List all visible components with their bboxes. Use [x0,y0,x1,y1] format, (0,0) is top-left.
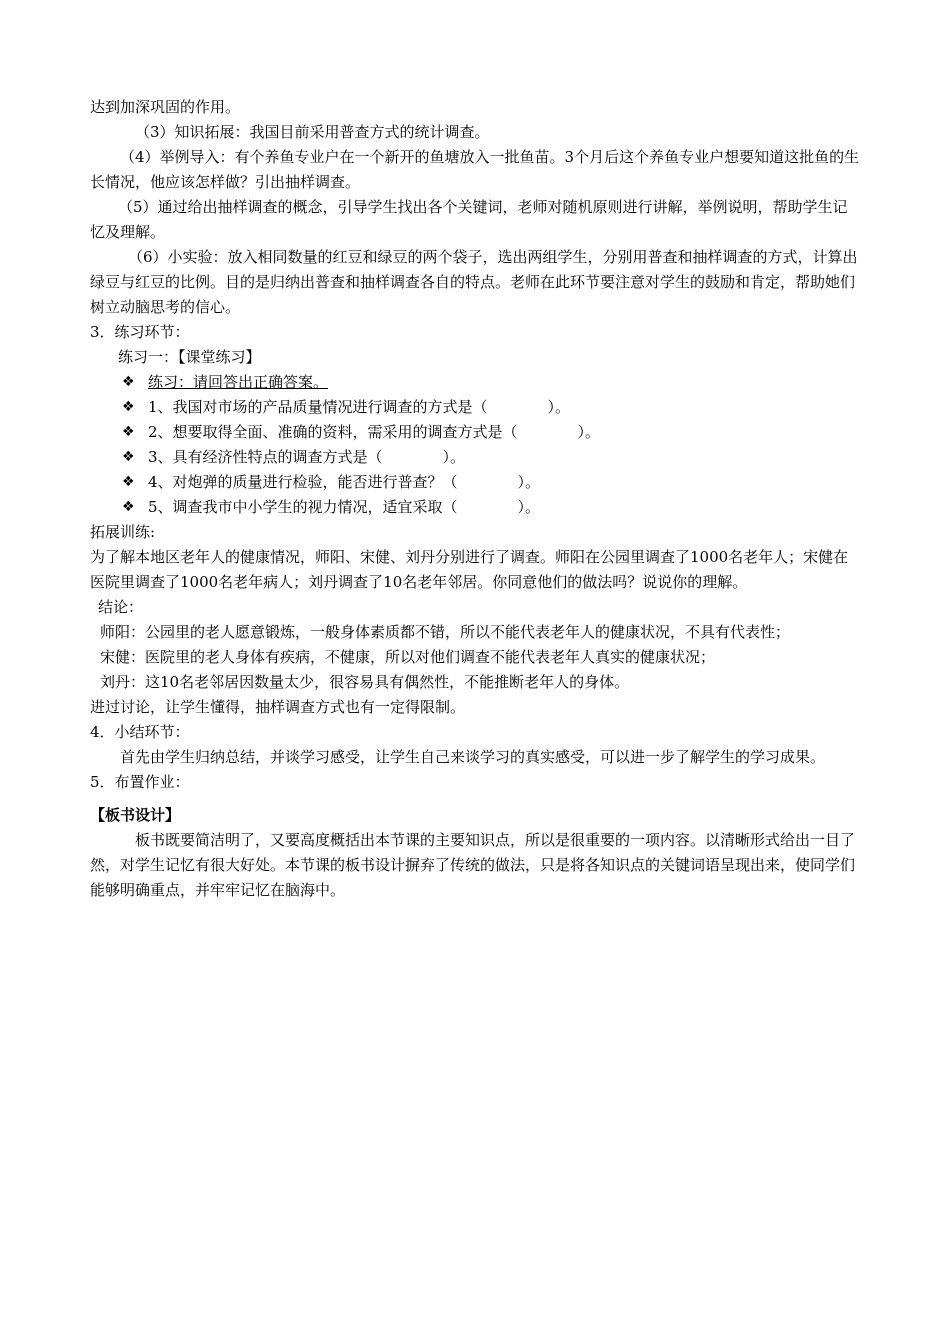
exercise-list [90,370,862,520]
paragraph: （6）小实验：放入相同数量的红豆和绿豆的两个袋子，选出两组学生，分别用普查和抽样调查的方式，计算出绿豆与红豆的比例。目的是归纳出普查和抽样调查各自的特点。老师在此环节要注意对学生的鼓励和肯定，帮助她们树立动脑思考的信心。 [90,248,858,316]
list-item [90,420,862,445]
diamond-bullet-icon: ❖ [122,424,135,440]
paragraph: 宋健：医院里的老人身体有疾病，不健康，所以对他们调查不能代表老年人真实的健康状况； [100,648,716,666]
paragraph: 刘丹：这10名老邻居因数量太少，很容易具有偶然性，不能推断老年人的身体。 [100,673,630,691]
list-item-text: 3、具有经济性特点的调查方式是（ ）。 [148,448,466,466]
section-heading-4: 4．小结环节： [90,723,190,741]
list-item-text: 4、对炮弹的质量进行检验，能否进行普查？（ ）。 [148,473,541,491]
diamond-bullet-icon: ❖ [122,499,135,515]
paragraph: 达到加深巩固的作用。 [90,98,241,116]
section-heading-5: 5．布置作业： [90,773,190,791]
diamond-bullet-icon: ❖ [122,449,135,465]
list-item-text: 2、想要取得全面、准确的资料，需采用的调查方式是（ ）。 [148,423,601,441]
exercise-title: 练习一：【课堂练习】 [118,348,261,366]
paragraph: 板书既要简洁明了，又要高度概括出本节课的主要知识点，所以是很重要的一项内容。以清晰形式给出一目了然，对学生记忆有很大好处。本节课的板书设计摒弃了传统的做法，只是将各知识点的关键词语呈现出来，使同学们能够明确重点，并牢牢记忆在脑海中。 [90,831,856,899]
list-item-text: 练习：请回答出正确答案。 [148,373,329,391]
diamond-bullet-icon: ❖ [122,399,135,415]
paragraph: 为了解本地区老年人的健康情况，师阳、宋健、刘丹分别进行了调查。师阳在公园里调查了1000名老年人；宋健在医院里调查了1000名老年病人；刘丹调查了10名老年邻居。你同意他们的做法吗？说说你的理解。 [90,548,849,591]
diamond-bullet-icon: ❖ [122,374,135,390]
diamond-bullet-icon: ❖ [122,474,135,490]
list-item-text: 1、我国对市场的产品质量情况进行调查的方式是（ ）。 [148,398,571,416]
list-item [90,370,862,395]
paragraph: 师阳：公园里的老人愿意锻炼，一般身体素质都不错，所以不能代表老年人的健康状况，不具有代表性； [100,623,791,641]
list-item [90,495,862,520]
paragraph: （5）通过给出抽样调查的概念，引导学生找出各个关键词，老师对随机原则进行讲解，举例说明，帮助学生记忆及理解。 [90,198,848,241]
extension-title: 拓展训练: [90,523,156,541]
paragraph: （3）知识拓展：我国目前采用普查方式的统计调查。 [135,123,490,141]
document-body [90,95,862,903]
paragraph: （4）举例导入：有个养鱼专业户在一个新开的鱼塘放入一批鱼苗。3个月后这个养鱼专业户想要知道这批鱼的生长情况，他应该怎样做？引出抽样调查。 [90,148,860,191]
paragraph: 进过讨论，让学生懂得，抽样调查方式也有一定得限制。 [90,698,466,716]
list-item-text: 5、调查我市中小学生的视力情况，适宜采取（ ）。 [148,498,541,516]
board-design-heading: 【板书设计】 [90,806,181,824]
paragraph: 首先由学生归纳总结，并谈学习感受，让学生自己来谈学习的真实感受，可以进一步了解学生的学习成果。 [120,748,826,766]
list-item [90,445,862,470]
list-item [90,395,862,420]
conclusion-label: 结论： [98,598,144,616]
list-item [90,470,862,495]
section-heading-3: 3．练习环节： [90,323,190,341]
